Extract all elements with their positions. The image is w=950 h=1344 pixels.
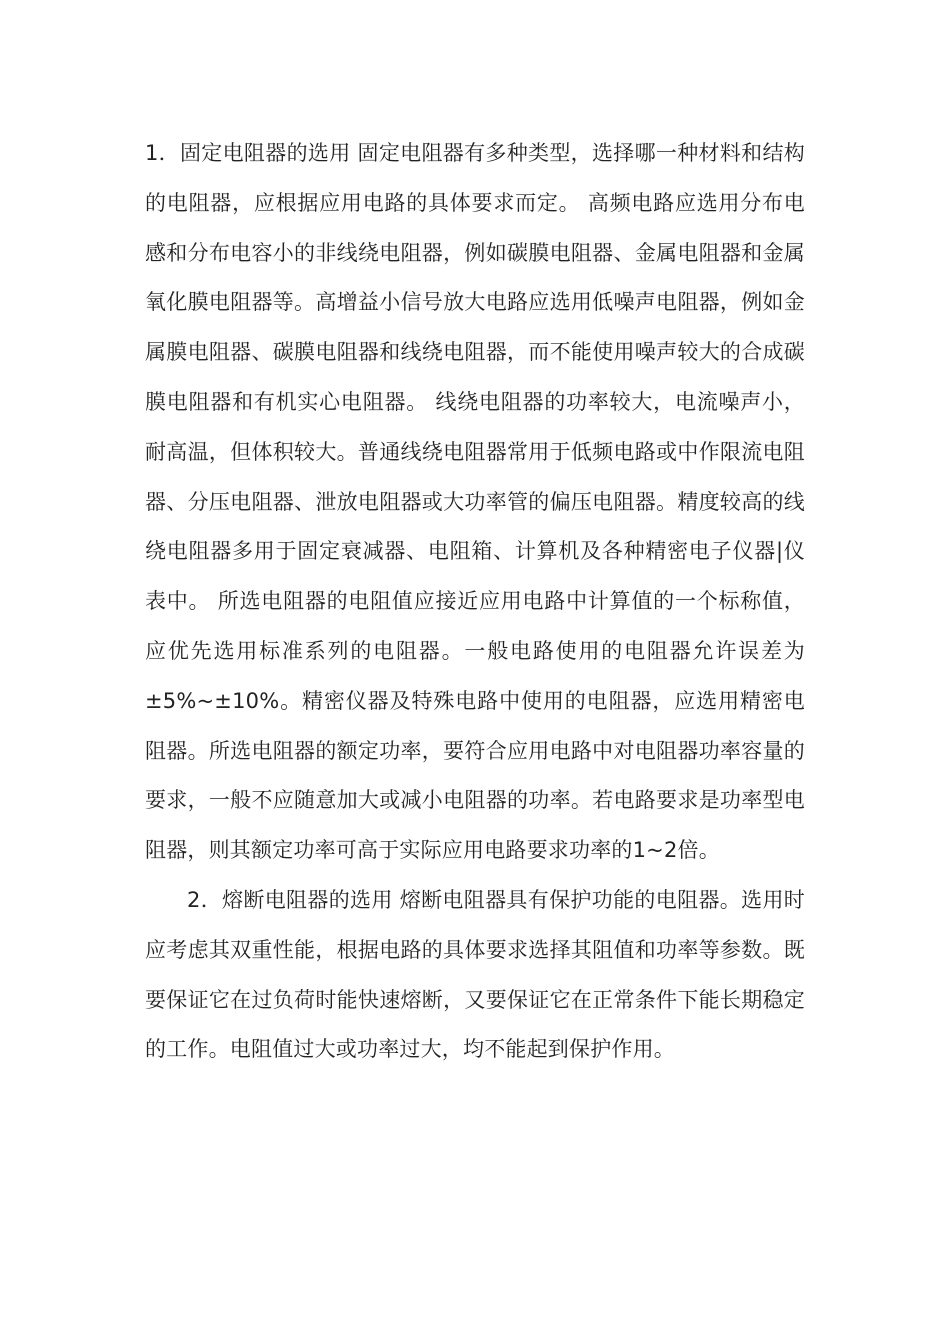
- document-body: [145, 129, 805, 1075]
- paragraph-fusible-resistor-selection: 2．熔断电阻器的选用 熔断电阻器具有保护功能的电阻器。选用时应考虑其双重性能，根据电路的具体要求选择其阻值和功率等参数。既要保证它在过负荷时能快速熔断，又要保证它在正常条件下能长期稳定的工作。电阻值过大或功率过大，均不能起到保护作用。: [145, 887, 805, 1062]
- paragraph-fixed-resistor-selection: 1．固定电阻器的选用 固定电阻器有多种类型，选择哪一种材料和结构的电阻器，应根据应用电路的具体要求而定。 高频电路应选用分布电感和分布电容小的非线绕电阻器，例如碳膜电阻器、金属电阻器和金属氧化膜电阻器等。高增益小信号放大电路应选用低噪声电阻器，例如金属膜电阻器、碳膜电阻器和线绕电阻器，而不能使用噪声较大的合成碳膜电阻器和有机实心电阻器。 线绕电阻器的功率较大，电流噪声小，耐高温，但体积较大。普通线绕电阻器常用于低频电路或中作限流电阻器、分压电阻器、泄放电阻器或大功率管的偏压电阻器。精度较高的线绕电阻器多用于固定衰减器、电阻箱、计算机及各种精密电子仪器|仪表中。 所选电阻器的电阻值应接近应用电路中计算值的一个标称值，应优先选用标准系列的电阻器。一般电路使用的电阻器允许误差为±5%~±10%。精密仪器及特殊电路中使用的电阻器，应选用精密电阻器。所选电阻器的额定功率，要符合应用电路中对电阻器功率容量的要求，一般不应随意加大或减小电阻器的功率。若电路要求是功率型电阻器，则其额定功率可高于实际应用电路要求功率的1~2倍。: [145, 141, 805, 863]
